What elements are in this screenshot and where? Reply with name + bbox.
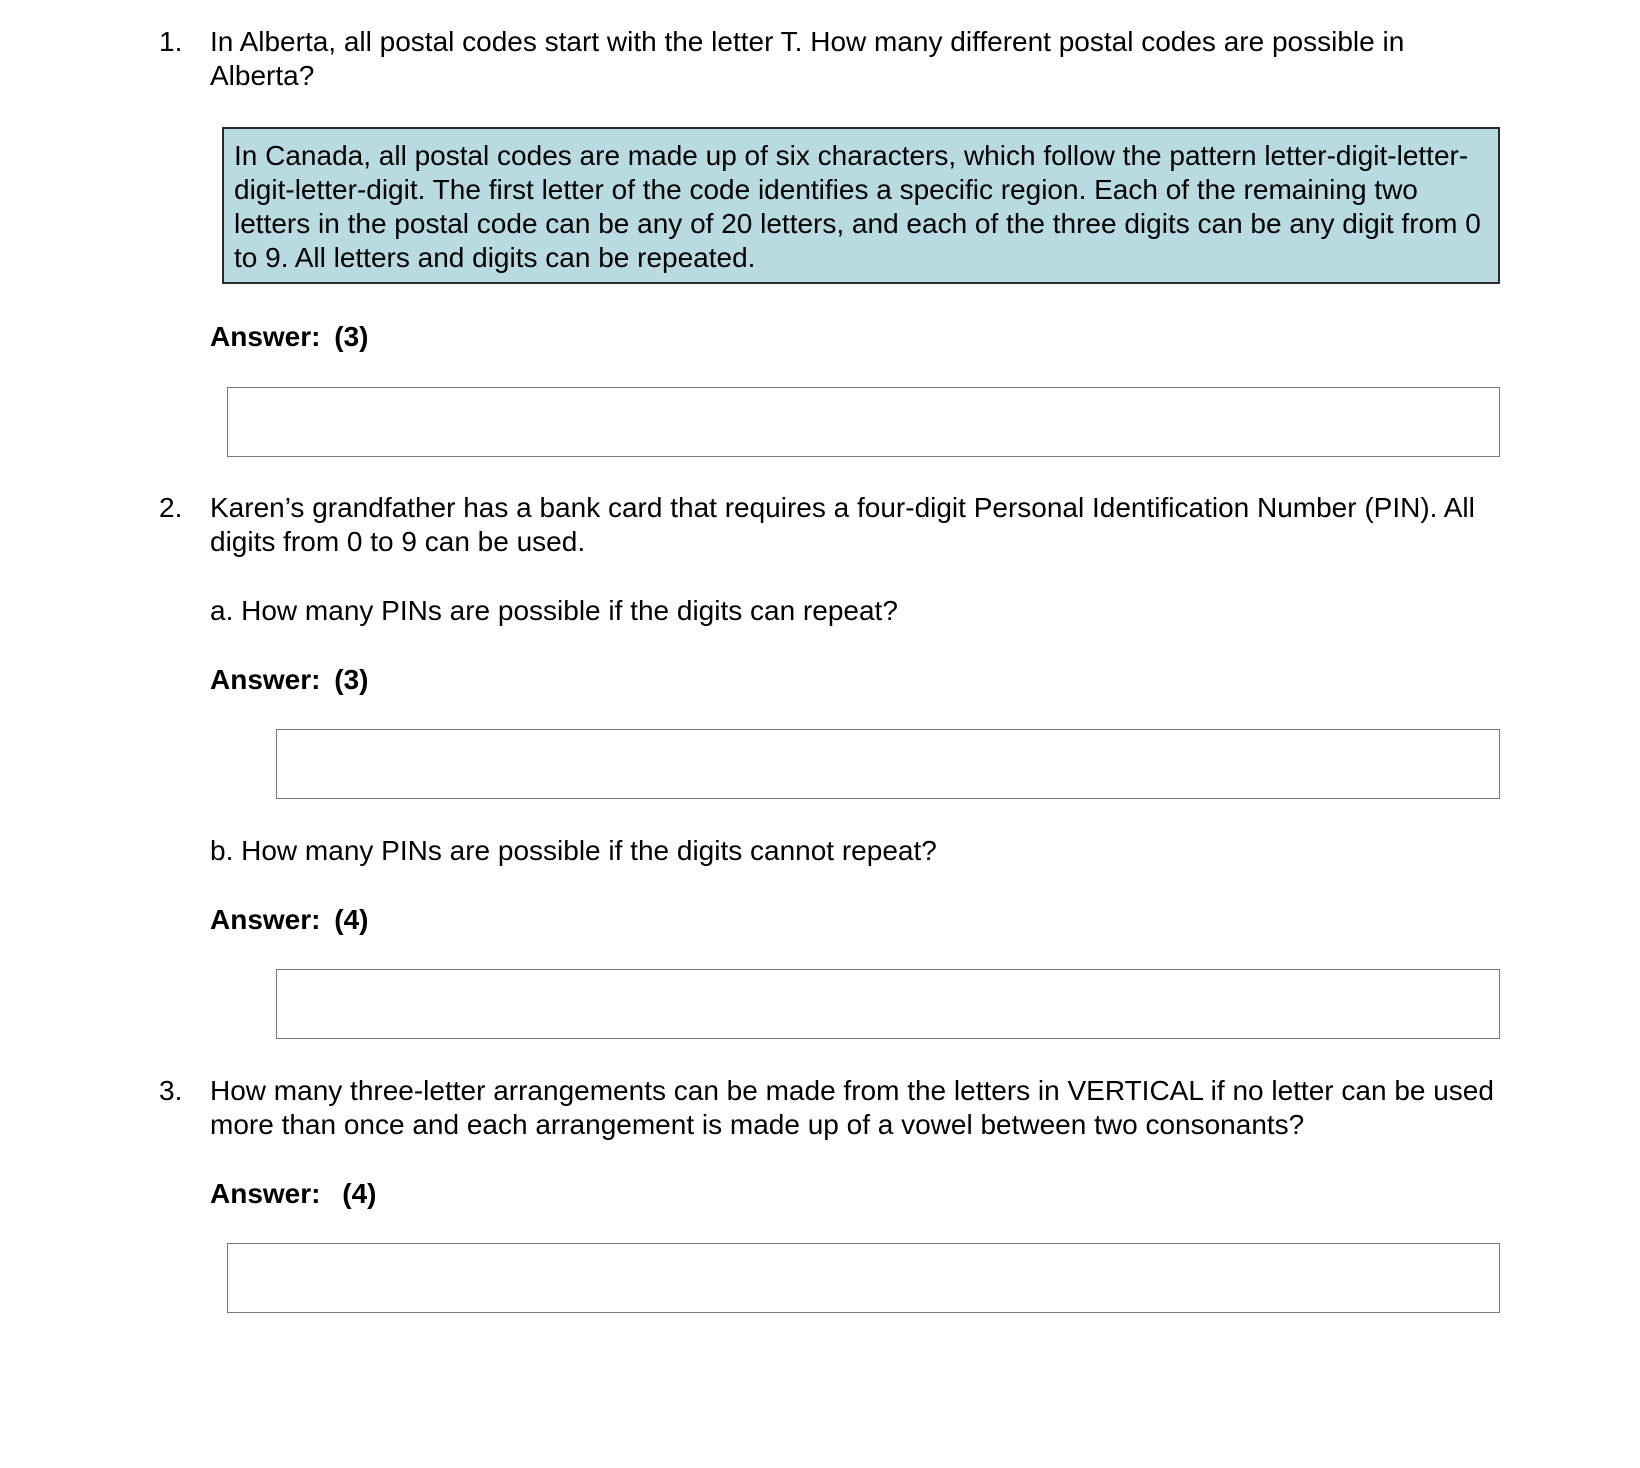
question-2a-answer-label	[210, 663, 368, 697]
question-2b-answer-box	[276, 969, 1500, 1039]
marks-value: (4)	[342, 1178, 377, 1209]
answer-label-text: Answer:	[210, 664, 321, 695]
question-2a-text: a. How many PINs are possible if the digits can repeat?	[210, 595, 898, 626]
question-3-text: How many three-letter arrangements can be made from the letters in VERTICAL if no letter can be used more than once and each arrangement is made up of a vowel between two consonants?	[210, 1075, 1494, 1140]
marks-value: (3)	[334, 321, 369, 352]
question-1-answer-box	[227, 387, 1500, 457]
question-2b-text: b. How many PINs are possible if the digits cannot repeat?	[210, 835, 937, 866]
question-3-answer-label	[210, 1177, 376, 1211]
question-1-answer-label	[210, 320, 368, 354]
postal-code-info-box: In Canada, all postal codes are made up of six characters, which follow the pattern letter-digit-letter-digit-letter-digit. The first letter of the code identifies a specific region. Each of the remaining two letters in the postal code can be any of 20 letters, and each of the three digits can be any digit from 0 to 9. All letters and digits can be repeated.	[222, 127, 1500, 284]
question-3-answer-input[interactable]	[228, 1244, 1499, 1312]
question-2a-answer-input[interactable]	[277, 730, 1499, 798]
question-1-text: In Alberta, all postal codes start with the letter T. How many different postal codes are possible in Alberta?	[210, 26, 1405, 91]
marks-value: (4)	[334, 904, 369, 935]
question-2-text: Karen’s grandfather has a bank card that requires a four-digit Personal Identification Number (PIN). All digits from 0 to 9 can be used.	[210, 492, 1475, 557]
question-1-answer-input[interactable]	[228, 388, 1499, 456]
answer-label-text: Answer:	[210, 321, 321, 352]
question-1-number: 1.	[159, 26, 183, 57]
answer-label-text: Answer:	[210, 1178, 321, 1209]
question-3-answer-box	[227, 1243, 1500, 1313]
question-3-number: 3.	[159, 1075, 183, 1106]
question-2-number: 2.	[159, 492, 183, 523]
marks-value: (3)	[334, 664, 369, 695]
answer-label-text: Answer:	[210, 904, 321, 935]
question-2b-answer-label	[210, 903, 368, 937]
question-2b-answer-input[interactable]	[277, 970, 1499, 1038]
question-2a-answer-box	[276, 729, 1500, 799]
